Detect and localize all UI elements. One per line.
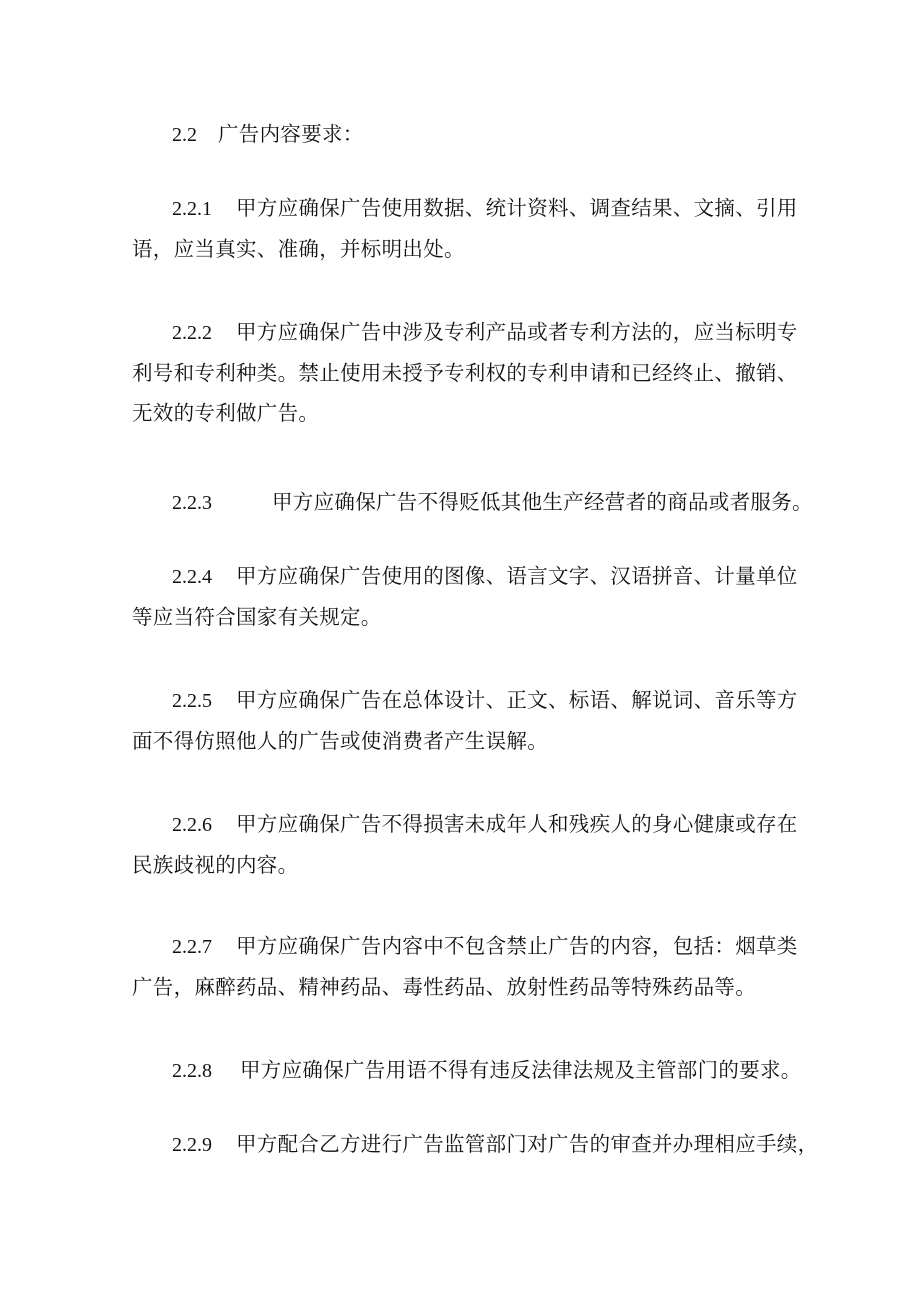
clause-2-2-1 (132, 188, 800, 269)
clause-text: 甲方应确保广告内容中不包含禁止广告的内容，包括：烟草类 (236, 934, 798, 958)
clause-line: 语，应当真实、准确，并标明出处。 (132, 237, 465, 261)
section-heading-line (132, 114, 800, 155)
clause-text: 甲方配合乙方进行广告监管部门对广告的审查并办理相应手续， (236, 1132, 819, 1156)
clause-2-2-3 (132, 482, 813, 523)
section-number: 2.2 (172, 124, 197, 146)
clause-number: 2.2.9 (172, 1134, 212, 1156)
clause-line (132, 188, 800, 229)
clause-2-2-9 (132, 1124, 819, 1165)
clause-text: 甲方应确保广告使用的图像、语言文字、汉语拼音、计量单位 (236, 564, 798, 588)
clause-text: 甲方应确保广告用语不得有违反法律法规及主管部门的要求。 (240, 1058, 802, 1082)
clause-text: 甲方应确保广告使用数据、统计资料、调查结果、文摘、引用 (236, 196, 798, 220)
clause-number: 2.2.1 (172, 198, 212, 220)
section-heading (132, 114, 800, 155)
clause-number: 2.2.5 (172, 690, 212, 712)
clause-2-2-2 (132, 312, 800, 433)
clause-line: 等应当符合国家有关规定。 (132, 605, 382, 629)
clause-line (132, 1124, 819, 1165)
clause-2-2-5 (132, 680, 800, 761)
clause-line: 广告，麻醉药品、精神药品、毒性药品、放射性药品等特殊药品等。 (132, 975, 756, 999)
clause-line (132, 926, 800, 967)
clause-line: 无效的专利做广告。 (132, 401, 320, 425)
clause-text: 甲方应确保广告不得损害未成年人和残疾人的身心健康或存在 (236, 812, 798, 836)
clause-number: 2.2.6 (172, 814, 212, 836)
clause-text: 甲方应确保广告不得贬低其他生产经营者的商品或者服务。 (272, 490, 813, 514)
clause-text: 甲方应确保广告中涉及专利产品或者专利方法的，应当标明专 (236, 320, 798, 344)
clause-line (132, 804, 800, 845)
clause-number: 2.2.2 (172, 322, 212, 344)
clause-line (132, 680, 800, 721)
clause-number: 2.2.4 (172, 566, 212, 588)
clause-line (132, 482, 813, 523)
clause-number: 2.2.7 (172, 936, 212, 958)
section-title: 广告内容要求： (218, 122, 364, 146)
clause-line (132, 556, 800, 597)
clause-2-2-8 (132, 1050, 800, 1091)
clause-line: 面不得仿照他人的广告或使消费者产生误解。 (132, 729, 548, 753)
clause-2-2-6 (132, 804, 800, 885)
clause-number: 2.2.8 (172, 1060, 212, 1082)
clause-2-2-7 (132, 926, 800, 1007)
clause-text: 甲方应确保广告在总体设计、正文、标语、解说词、音乐等方 (236, 688, 798, 712)
clause-2-2-4 (132, 556, 800, 637)
clause-line (132, 312, 800, 353)
clause-line: 民族歧视的内容。 (132, 853, 299, 877)
clause-number: 2.2.3 (172, 492, 212, 514)
clause-line (132, 1050, 800, 1091)
clause-line: 利号和专利种类。禁止使用未授予专利权的专利申请和已经终止、撤销、 (132, 361, 798, 385)
